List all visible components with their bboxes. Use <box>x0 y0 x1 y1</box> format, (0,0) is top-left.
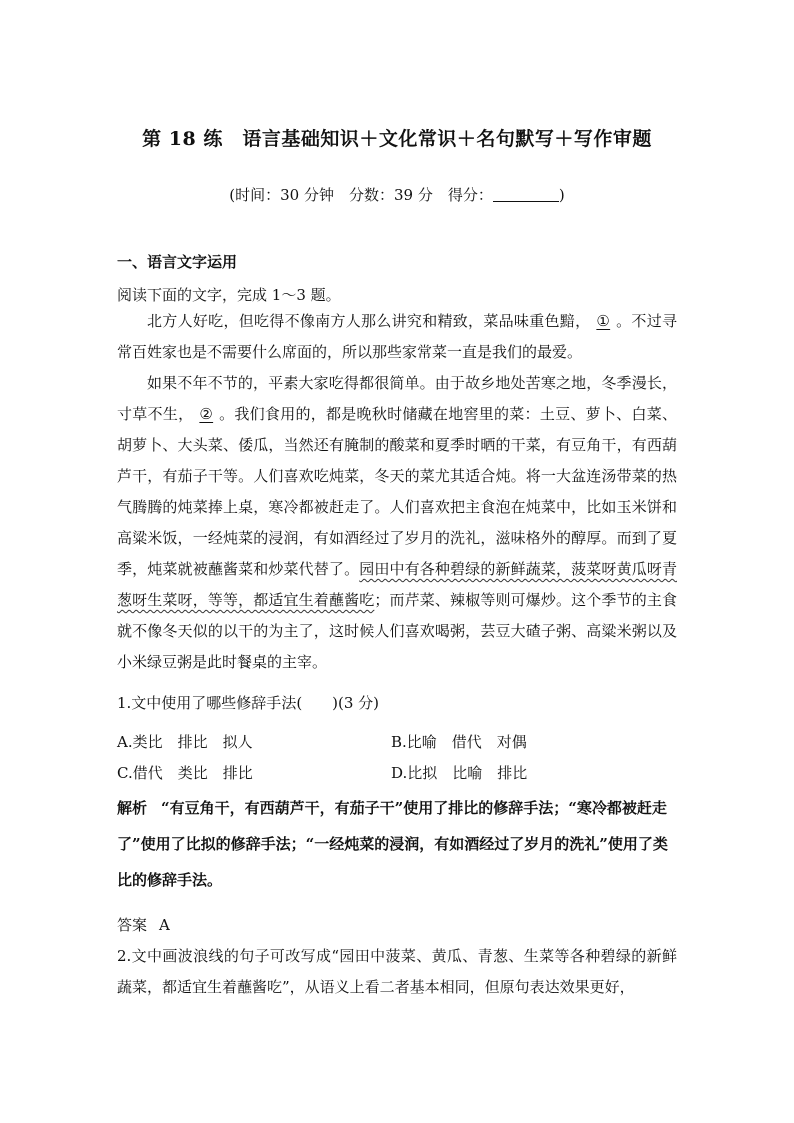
answer-value: A <box>159 916 170 934</box>
question-2-stem: 2.文中画波浪线的句子可改写成“园田中菠菜、黄瓜、青葱、生菜等各种碧绿的新鲜蔬菜，都适宜生着蘸酱吃”，从语义上看二者基本相同，但原句表达效果更好， <box>117 947 677 996</box>
page-title: 第 18 练 语言基础知识＋文化常识＋名句默写＋写作审题 <box>142 128 652 150</box>
passage-text: ；而芹菜、辣椒等则可爆炒。这个季节的主食就不像冬天似的以干的为主了，这时候人们喜欢喝粥，芸豆大碴子粥、高粱米粥以及小米绿豆粥是此时餐桌的主宰。 <box>117 591 677 671</box>
score-blank[interactable] <box>493 187 559 202</box>
exam-meta <box>0 184 794 205</box>
passage-text: 。不过寻常百姓家也是不需要什么席面的，所以那些家常菜一直是我们的最爱。 <box>117 312 677 361</box>
option-b[interactable]: B.比喻 借代 对偶 <box>391 733 527 751</box>
option-row <box>117 727 677 758</box>
section-heading: 一、语言文字运用 <box>117 253 238 271</box>
analysis-text: “有豆角干，有西葫芦干，有茄子干”使用了排比的修辞手法；“寒冷都被赶走了”使用了比拟的修辞手法；“一经炖菜的浸润，有如酒经过了岁月的洗礼”使用了类比的修辞手法。 <box>117 799 668 889</box>
passage-paragraph-2 <box>117 368 677 678</box>
passage-paragraph-1 <box>117 306 677 368</box>
passage-text: 北方人好吃，但吃得不像南方人那么讲究和精致，菜品味重色黯， <box>147 312 591 330</box>
section-instruction: 阅读下面的文字，完成 1～3 题。 <box>117 286 341 304</box>
option-a[interactable]: A.类比 排比 拟人 <box>117 733 253 751</box>
question-1-analysis <box>117 790 677 898</box>
passage-text: 。我们食用的，都是晚秋时储藏在地窖里的菜：土豆、萝卜、白菜、胡萝卜、大头菜、倭瓜，当然还有腌制的酸菜和夏季时晒的干菜，有豆角干，有西葫芦干，有茄子干等。人们喜欢吃炖菜，冬天的菜尤其适合炖。将一大盆连汤带菜的热气腾腾的炖菜捧上桌，寒冷都被赶走了。人们喜欢把主食泡在炖菜中，比如玉米饼和高粱米饭，一经炖菜的浸润，有如酒经过了岁月的洗礼，滋味格外的醇厚。而到了夏季，炖菜就被蘸酱菜和炒菜代替了。 <box>117 405 677 578</box>
reading-passage <box>117 306 677 678</box>
question-1-options <box>117 727 677 789</box>
analysis-label: 解析 <box>117 799 148 817</box>
exam-meta-text: (时间：30 分钟 分数：39 分 得分： <box>229 186 493 204</box>
wavy-underlined-sentence: 园田中有各种碧绿的新鲜蔬菜，菠菜呀黄瓜呀青葱呀生菜呀，等等，都适宜生着蘸酱吃 <box>117 560 677 609</box>
option-c[interactable]: C.借代 类比 排比 <box>117 764 253 782</box>
option-d[interactable]: D.比拟 比喻 排比 <box>391 764 528 782</box>
question-1-answer <box>117 914 170 935</box>
blank-2: ② <box>199 405 214 423</box>
option-row <box>117 758 677 789</box>
passage-text: 如果不年不节的，平素大家吃得都很简单。由于故乡地处苦寒之地，冬季漫长，寸草不生， <box>117 374 677 423</box>
question-1-stem: 1.文中使用了哪些修辞手法( )(3 分) <box>117 694 380 712</box>
exam-meta-close: ) <box>558 186 565 204</box>
blank-1: ① <box>596 312 611 330</box>
answer-label: 答案 <box>117 916 148 934</box>
